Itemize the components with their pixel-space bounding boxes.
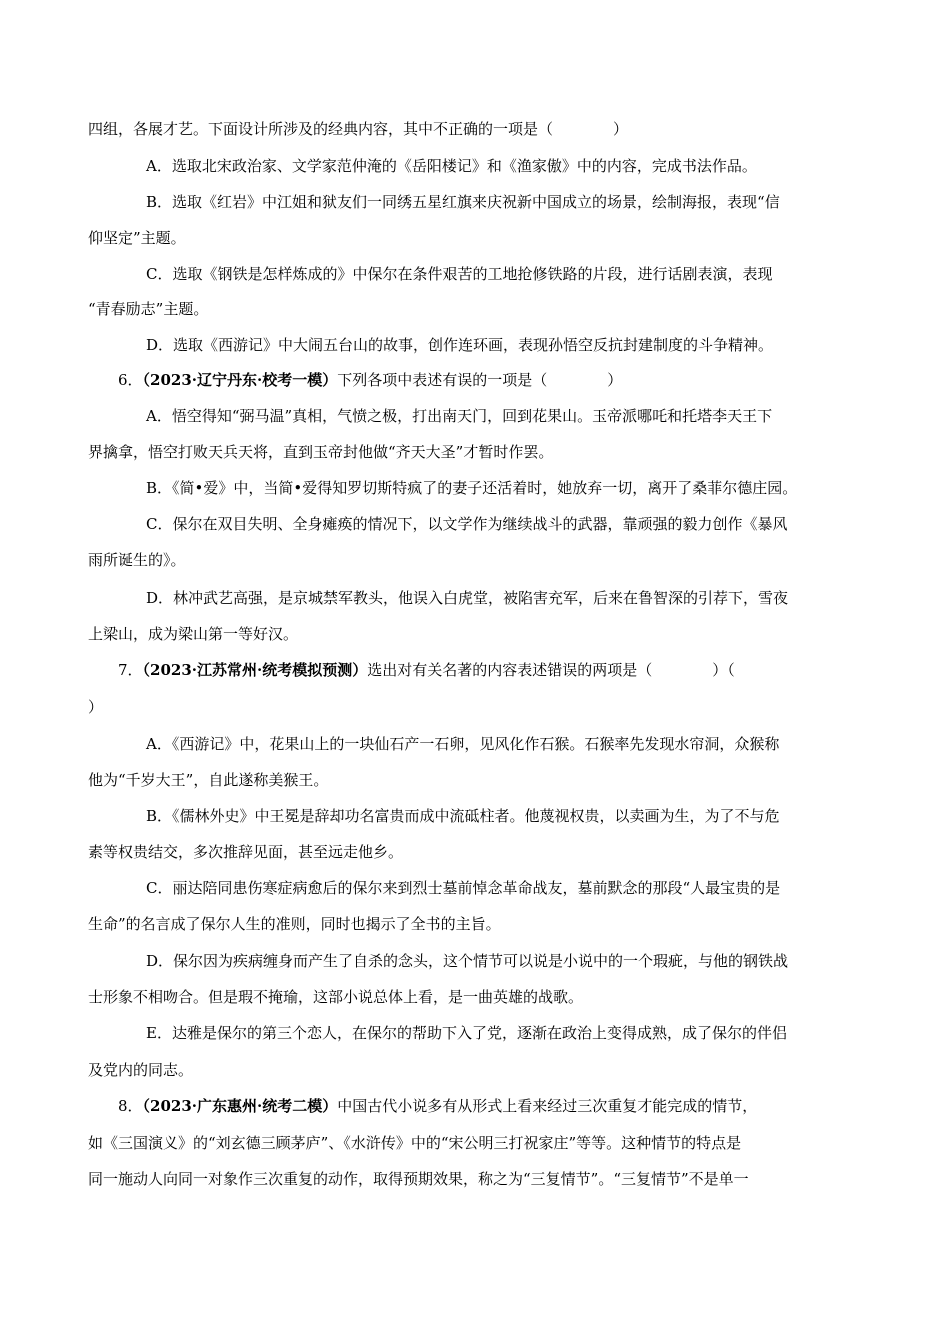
q8-number: 8． [118, 1097, 143, 1115]
q8-source: （2023·广东惠州·统考二模） [142, 1097, 338, 1115]
q7-stem-continued: ） [88, 698, 104, 716]
q6-option-d-line1: D．林冲武艺高强，是京城禁军教头，他误入白虎堂，被陷害充军，后来在鲁智深的引荐下，雪夜 [146, 589, 789, 607]
q5-stem-continued: 四组，各展才艺。下面设计所涉及的经典内容，其中不正确的一项是（ ） [88, 120, 629, 138]
q6-option-c-line1: C．保尔在双目失明、全身瘫痪的情况下，以文学作为继续战斗的武器，靠顽强的毅力创作《暴风 [146, 515, 788, 533]
q8-stem-line1 [118, 1096, 757, 1116]
q5-option-c-line1: C．选取《钢铁是怎样炼成的》中保尔在条件艰苦的工地抢修铁路的片段，进行话剧表演，表现 [146, 265, 773, 283]
q6-option-a-line1: A．悟空得知“弼马温”真相，气愤之极，打出南天门，回到花果山。玉帝派哪吒和托塔李天王下 [146, 407, 773, 425]
q7-option-b-line2: 素等权贵结交，多次推辞见面，甚至远走他乡。 [88, 843, 404, 861]
q7-option-a-line2: 他为“千岁大王”，自此遂称美猴王。 [88, 771, 329, 789]
q5-option-b-line2: 仰坚定”主题。 [88, 229, 186, 247]
q6-option-b: B．《简•爱》中，当简•爱得知罗切斯特疯了的妻子还活着时，她放弃一切，离开了桑菲尔德庄园。 [146, 479, 798, 497]
q7-option-d-line2: 士形象不相吻合。但是瑕不掩瑜，这部小说总体上看，是一曲英雄的战歌。 [88, 988, 584, 1006]
q7-option-b-line1: B．《儒林外史》中王冕是辞却功名富贵而成中流砥柱者。他蔑视权贵，以卖画为生，为了不与危 [146, 807, 780, 825]
q5-option-c-line2: “青春励志”主题。 [88, 300, 209, 318]
q6-stem [118, 370, 622, 390]
q6-option-d-line2: 上梁山，成为梁山第一等好汉。 [88, 625, 299, 643]
q7-option-d-line1: D．保尔因为疾病缠身而产生了自杀的念头，这个情节可以说是小说中的一个瑕疵，与他的钢铁战 [146, 952, 789, 970]
q5-option-b-line1: B．选取《红岩》中江姐和狱友们一同绣五星红旗来庆祝新中国成立的场景，绘制海报，表现“信 [146, 193, 780, 211]
q6-option-c-line2: 雨所诞生的》。 [88, 551, 186, 569]
q7-option-e-line2: 及党内的同志。 [88, 1061, 194, 1079]
q7-source: （2023·江苏常州·统考模拟预测） [142, 661, 368, 679]
q7-stem [118, 660, 735, 680]
q8-stem-line3: 同一施动人向同一对象作三次重复的动作，取得预期效果，称之为“三复情节”。“三复情节”不是单一 [88, 1170, 749, 1188]
q7-number: 7． [118, 661, 143, 679]
q6-source: （2023·辽宁丹东·校考一模） [142, 371, 338, 389]
q7-option-c-line1: C．丽达陪同患伤寒症病愈后的保尔来到烈士墓前悼念革命战友，墓前默念的那段“人最宝贵的是 [146, 879, 781, 897]
q7-stem-text: 选出对有关名著的内容表述错误的两项是（ ）（ [367, 661, 735, 679]
q6-option-a-line2: 界擒拿，悟空打败天兵天将，直到玉帝封他做“齐天大圣”才暂时作罢。 [88, 443, 554, 461]
q6-stem-text: 下列各项中表述有误的一项是（ ） [337, 371, 623, 389]
q7-option-e-line1: E．达雅是保尔的第三个恋人，在保尔的帮助下入了党，逐渐在政治上变得成熟，成了保尔的伴侣 [146, 1024, 787, 1042]
q6-number: 6． [118, 371, 143, 389]
q8-stem-text: 中国古代小说多有从形式上看来经过三次重复才能完成的情节， [337, 1097, 758, 1115]
q7-option-a-line1: A．《西游记》中，花果山上的一块仙石产一石卵，见风化作石猴。石猴率先发现水帘洞，众猴称 [146, 735, 780, 753]
q5-option-d: D．选取《西游记》中大闹五台山的故事，创作连环画，表现孙悟空反抗封建制度的斗争精神。 [146, 336, 774, 354]
q7-option-c-line2: 生命”的名言成了保尔人生的准则，同时也揭示了全书的主旨。 [88, 915, 501, 933]
q5-option-a: A．选取北宋政治家、文学家范仲淹的《岳阳楼记》和《渔家傲》中的内容，完成书法作品。 [146, 157, 757, 175]
q8-stem-line2: 如《三国演义》的“刘玄德三顾茅庐”、《水浒传》中的“宋公明三打祝家庄”等等。这种情节的特点是 [88, 1134, 742, 1152]
